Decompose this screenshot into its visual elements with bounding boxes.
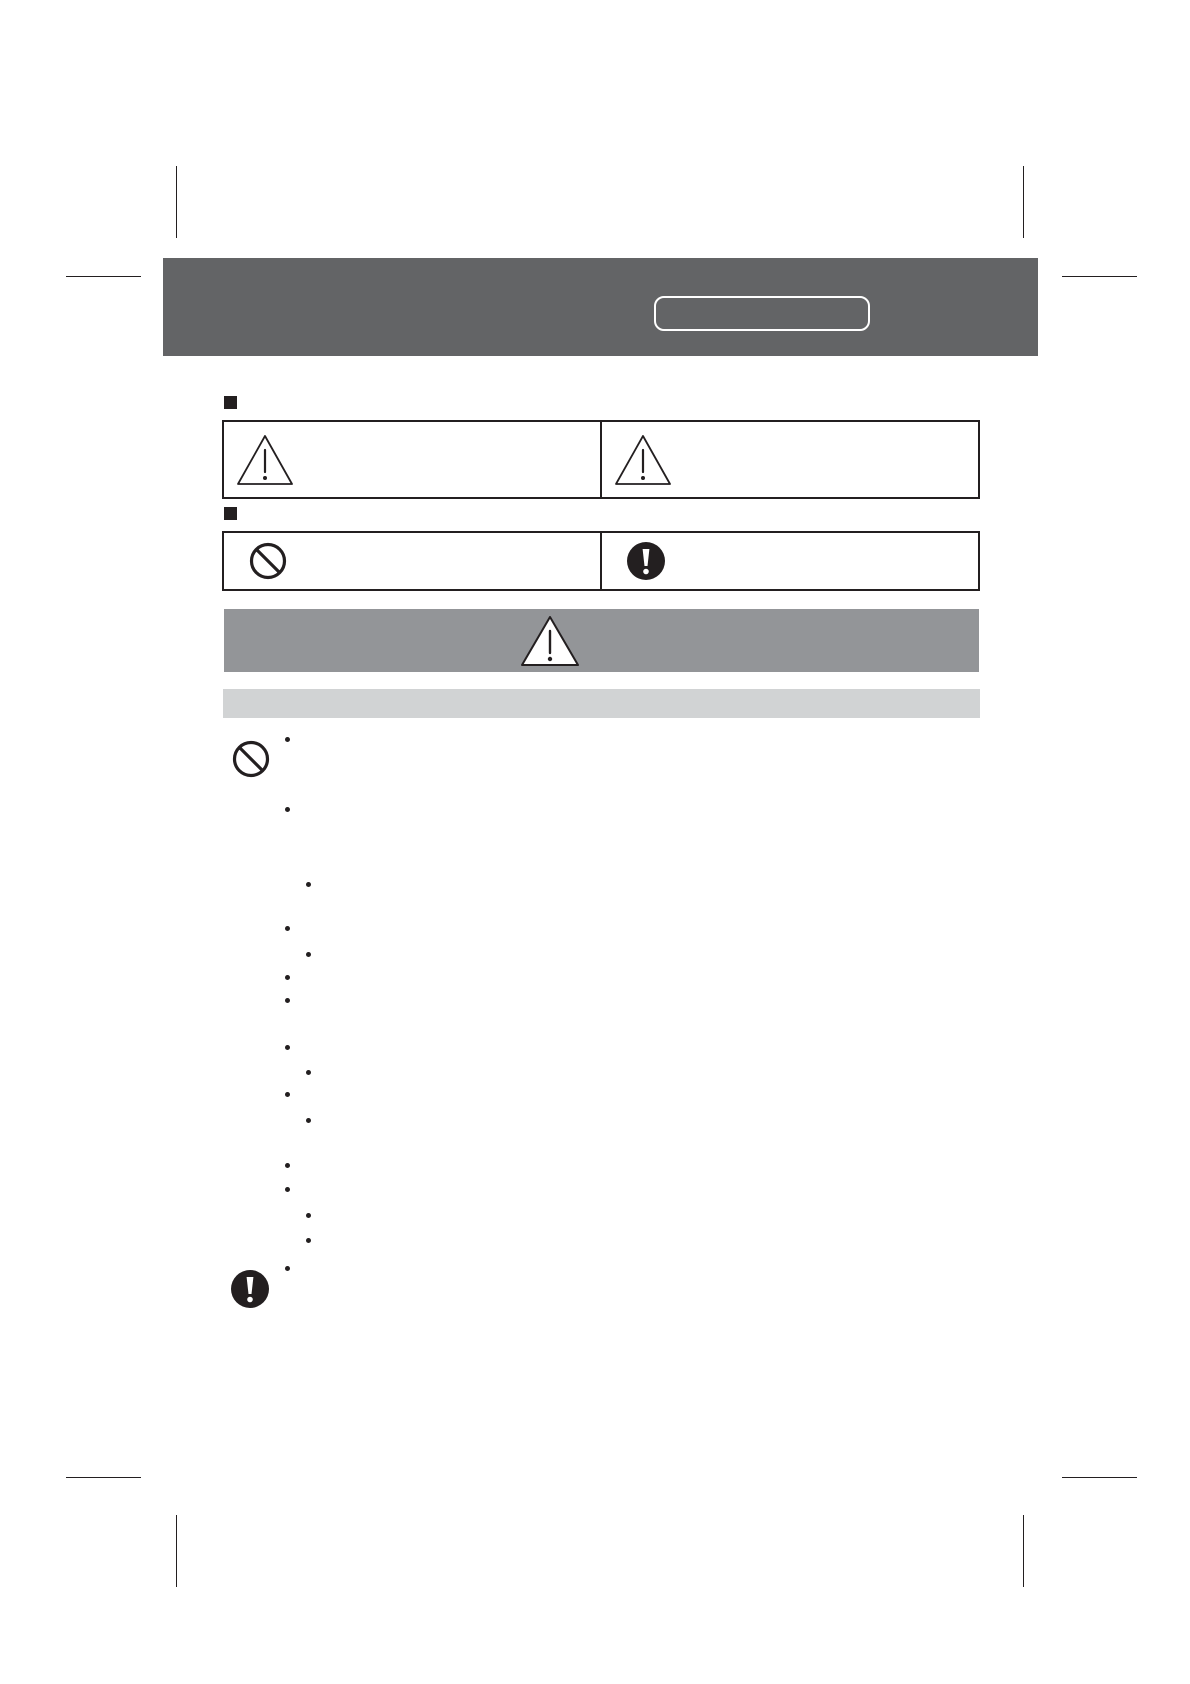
warning-triangle-icon (613, 433, 673, 487)
page-header (163, 258, 1038, 356)
list-bullet (285, 1163, 290, 1168)
mandatory-icon (230, 1269, 270, 1309)
crop-mark (1023, 1515, 1024, 1587)
crop-mark (1062, 276, 1137, 277)
crop-mark (1062, 1477, 1137, 1478)
list-bullet (285, 998, 290, 1003)
crop-mark (176, 166, 177, 238)
list-bullet (306, 1238, 311, 1243)
crop-mark (66, 276, 141, 277)
list-bullet (285, 1092, 290, 1097)
signal-word-table (222, 420, 980, 499)
list-bullet (306, 1213, 311, 1218)
list-bullet (285, 926, 290, 931)
warning-banner (224, 609, 979, 672)
crop-mark (176, 1515, 177, 1587)
legend-cell-caution (600, 422, 978, 497)
list-bullet (285, 1045, 290, 1050)
mandatory-icon (626, 541, 666, 581)
list-bullet (306, 882, 311, 887)
header-pill (654, 296, 870, 331)
list-bullet (285, 1187, 290, 1192)
subsection-title (223, 689, 980, 718)
list-bullet (285, 737, 290, 742)
warning-triangle-icon (519, 614, 581, 668)
list-bullet (306, 1070, 311, 1075)
section-marker (224, 396, 237, 409)
warning-triangle-icon (235, 433, 295, 487)
section-marker (224, 507, 237, 520)
list-bullet (306, 1118, 311, 1123)
list-bullet (285, 975, 290, 980)
crop-mark (1023, 166, 1024, 238)
symbol-table (222, 531, 980, 591)
legend-cell-mandatory (600, 533, 978, 589)
prohibited-icon (232, 740, 270, 778)
legend-cell-prohibited (224, 533, 600, 589)
legend-cell-warning (224, 422, 600, 497)
crop-mark (66, 1477, 141, 1478)
prohibited-icon (249, 542, 287, 580)
list-bullet (285, 807, 290, 812)
list-bullet (285, 1266, 290, 1271)
list-bullet (306, 952, 311, 957)
